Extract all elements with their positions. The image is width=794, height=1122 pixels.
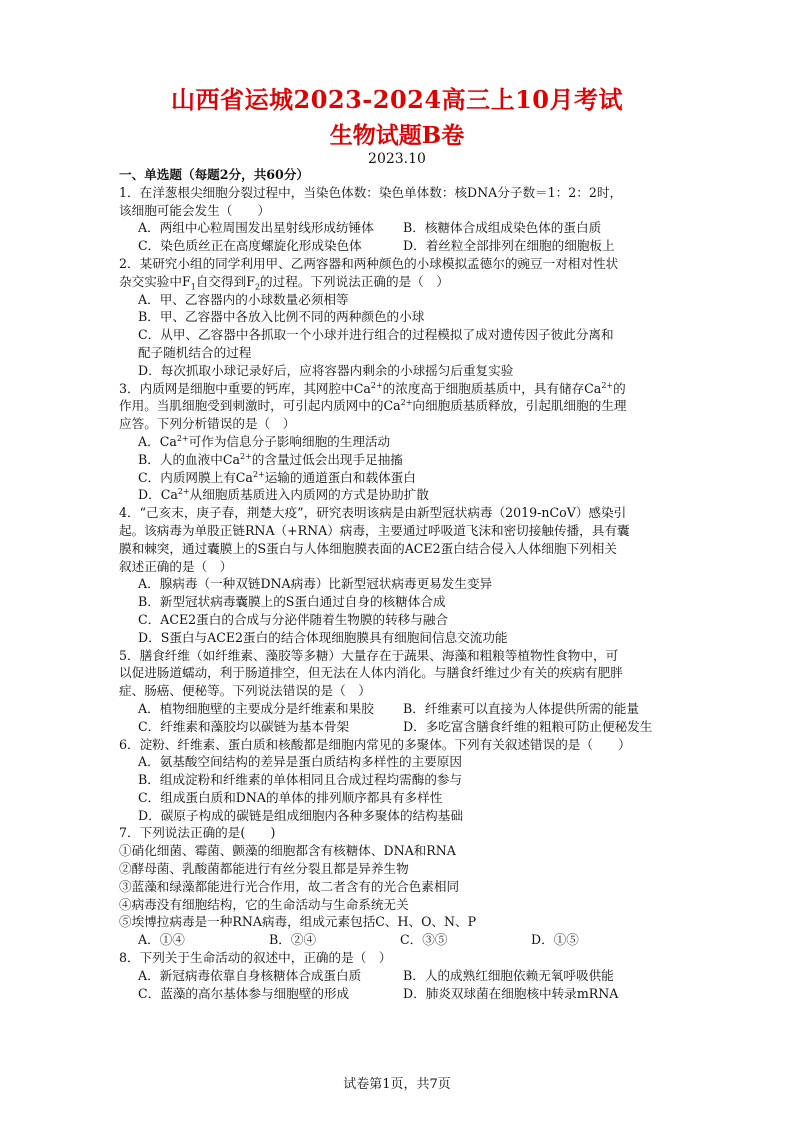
option-b: B．②④ bbox=[269, 932, 317, 948]
option-a: A．新冠病毒依靠自身核糖体合成蛋白质 bbox=[138, 967, 362, 983]
option-a: A．两组中心粒周围发出星射线形成纺锤体 bbox=[138, 220, 374, 236]
option-d: D．多吃富含膳食纤维的粗粮可防止便秘发生 bbox=[403, 718, 653, 734]
question-7-stem: 7．下列说法正确的是( ) bbox=[119, 825, 276, 841]
question-2-stem-cont: 杂交实验中$F_1$自交得到$F_2$的过程。下列说法正确的是（ ） bbox=[119, 273, 449, 292]
statement-1: ①硝化细菌、霉菌、颤藻的细胞都含有核糖体、DNA和RNA bbox=[119, 843, 456, 859]
question-1-stem-cont: 该细胞可能会发生（ ） bbox=[119, 202, 271, 218]
question-5-stem: 5．膳食纤维（如纤维素、藻胶等多糖）大量存在于蔬果、海藻和粗粮等植物性食物中，可 bbox=[119, 647, 619, 663]
option-d: D．肺炎双球菌在细胞核中转录mRNA bbox=[403, 985, 619, 1001]
question-6-stem: 6．淀粉、纤维素、蛋白质和核酸都是细胞内常见的多聚体。下列有关叙述错误的是（ ） bbox=[119, 736, 631, 752]
option-d: D．碳原子构成的碳链是组成细胞内各种多聚体的结构基础 bbox=[138, 807, 463, 823]
option-d: D．着丝粒全部排列在细胞的细胞板上 bbox=[403, 238, 615, 254]
page-footer: 试卷第1页，共7页 bbox=[343, 1077, 451, 1092]
statement-3: ③蓝藻和绿藻都能进行光合作用，故二者含有的光合色素相同 bbox=[119, 878, 460, 894]
option-c: C．蓝藻的高尔基体参与细胞壁的形成 bbox=[138, 985, 350, 1001]
option-b: B．人的成熟红细胞依赖无氧呼吸供能 bbox=[403, 967, 614, 983]
option-b: B．纤维素可以直接为人体提供所需的能量 bbox=[403, 700, 639, 716]
question-1-options-cd bbox=[119, 237, 679, 255]
question-4-stem-cont: 起。该病毒为单股正链RNA（+RNA）病毒，主要通过呼吸道飞沫和密切接触传播，具有囊 bbox=[119, 522, 630, 538]
option-b: B．组成淀粉和纤维素的单体相同且合成过程均需酶的参与 bbox=[138, 772, 463, 788]
option-a: A．氨基酸空间结构的差异是蛋白质结构多样性的主要原因 bbox=[138, 754, 462, 770]
question-5-options-ab bbox=[119, 700, 679, 718]
option-a: A．甲、乙容器内的小球数量必须相等 bbox=[138, 291, 349, 307]
option-c: C．内质网膜上有$Ca^{2+}$运输的通道蛋白和载体蛋白 bbox=[138, 469, 416, 485]
option-b: B．核糖体合成组成染色体的蛋白质 bbox=[403, 220, 602, 236]
question-4-stem-cont2: 膜和棘突，通过囊膜上的S蛋白与人体细胞膜表面的ACE2蛋白结合侵入人体细胞下列相关 bbox=[119, 540, 617, 556]
question-5-options-cd bbox=[119, 718, 679, 736]
option-d: D．每次抓取小球记录好后，应将容器内剩余的小球摇匀后重复实验 bbox=[138, 362, 514, 378]
question-7-options bbox=[119, 931, 679, 949]
option-d: D．S蛋白与ACE2蛋白的结合体现细胞膜具有细胞间信息交流功能 bbox=[138, 629, 508, 645]
option-c: C．组成蛋白质和DNA的单体的排列顺序都具有多样性 bbox=[138, 789, 443, 805]
option-c: C．从甲、乙容器中各抓取一个小球并进行组合的过程模拟了成对遗传因子彼此分离和 bbox=[138, 327, 614, 343]
option-b: B．新型冠状病毒囊膜上的S蛋白通过自身的核糖体合成 bbox=[138, 594, 446, 610]
question-4-stem-end: 叙述正确的是（ ） bbox=[119, 558, 233, 574]
question-5-stem-end: 症、肠癌、便秘等。下列说法错误的是（ ） bbox=[119, 683, 371, 699]
question-8-options-cd bbox=[119, 985, 679, 1003]
option-a: A．植物细胞壁的主要成分是纤维素和果胶 bbox=[138, 700, 374, 716]
option-c: C．染色质丝正在高度螺旋化形成染色体 bbox=[138, 238, 362, 254]
option-a: A．腺病毒（一种双链DNA病毒）比新型冠状病毒更易发生变异 bbox=[138, 576, 493, 592]
question-8-options-ab bbox=[119, 967, 679, 985]
question-2-stem: 2．某研究小组的同学利用甲、乙两容器和两种颜色的小球模拟孟德尔的豌豆一对相对性状 bbox=[119, 255, 619, 271]
question-1-options-ab bbox=[119, 219, 679, 237]
option-d: D．$Ca^{2+}$从细胞质基质进入内质网的方式是协助扩散 bbox=[138, 487, 429, 503]
option-b: B．甲、乙容器中各放入比例不同的两种颜色的小球 bbox=[138, 309, 425, 325]
question-3-stem-end: 应答。下列分析错误的是（ ） bbox=[119, 416, 296, 432]
exam-subtitle: 生物试题B卷 bbox=[329, 122, 465, 149]
question-8-stem: 8．下列关于生命活动的叙述中，正确的是（ ） bbox=[119, 950, 392, 966]
exam-title: 山西省运城2023-2024高三上10月考试 bbox=[171, 85, 623, 114]
exam-date: 2023.10 bbox=[368, 151, 426, 167]
statement-5: ⑤埃博拉病毒是一种RNA病毒，组成元素包括C、H、O、N、P bbox=[119, 914, 477, 930]
question-4-stem: 4．“己亥末，庚子春，荆楚大疫”，研究表明该病是由新型冠状病毒（2019-nCoV）感染引 bbox=[119, 505, 627, 521]
option-c: C．纤维素和藻胶均以碳链为基本骨架 bbox=[138, 718, 350, 734]
option-d: D．①⑤ bbox=[531, 932, 579, 948]
option-c-cont: 配子随机结合的过程 bbox=[138, 344, 252, 360]
question-1-stem: 1．在洋葱根尖细胞分裂过程中，当染色体数：染色单体数：核DNA分子数＝1：2：2时， bbox=[119, 184, 623, 200]
option-c: C．③⑤ bbox=[400, 932, 448, 948]
statement-4: ④病毒没有细胞结构，它的生命活动与生命系统无关 bbox=[119, 896, 409, 912]
question-3-stem-cont: 作用。当肌细胞受到刺激时，可引起内质网中的$Ca^{2+}$向细胞质基质释放，引起肌细胞的生理 bbox=[119, 398, 627, 414]
option-a: A．$Ca^{2+}$可作为信息分子影响细胞的生理活动 bbox=[138, 433, 391, 449]
statement-2: ②酵母菌、乳酸菌都能进行有丝分裂且都是异养生物 bbox=[119, 861, 409, 877]
option-c: C．ACE2蛋白的合成与分泌伴随着生物膜的转移与融合 bbox=[138, 611, 449, 627]
question-3-stem: 3．内质网是细胞中重要的钙库，其网腔中$Ca^{2+}$的浓度高于细胞质基质中，具有储存$Ca^{2+}$的 bbox=[119, 380, 626, 396]
question-content bbox=[119, 166, 679, 1002]
section-heading: 一、单选题（每题2分，共60分） bbox=[119, 167, 310, 182]
option-b: B．人的血液中$Ca^{2+}$的含量过低会出现手足抽搐 bbox=[138, 451, 403, 467]
question-5-stem-cont: 以促进肠道蠕动，利于肠道排空，但无法在人体内消化。与膳食纤维过少有关的疾病有肥胖 bbox=[119, 665, 623, 681]
option-a: A．①④ bbox=[138, 932, 185, 948]
